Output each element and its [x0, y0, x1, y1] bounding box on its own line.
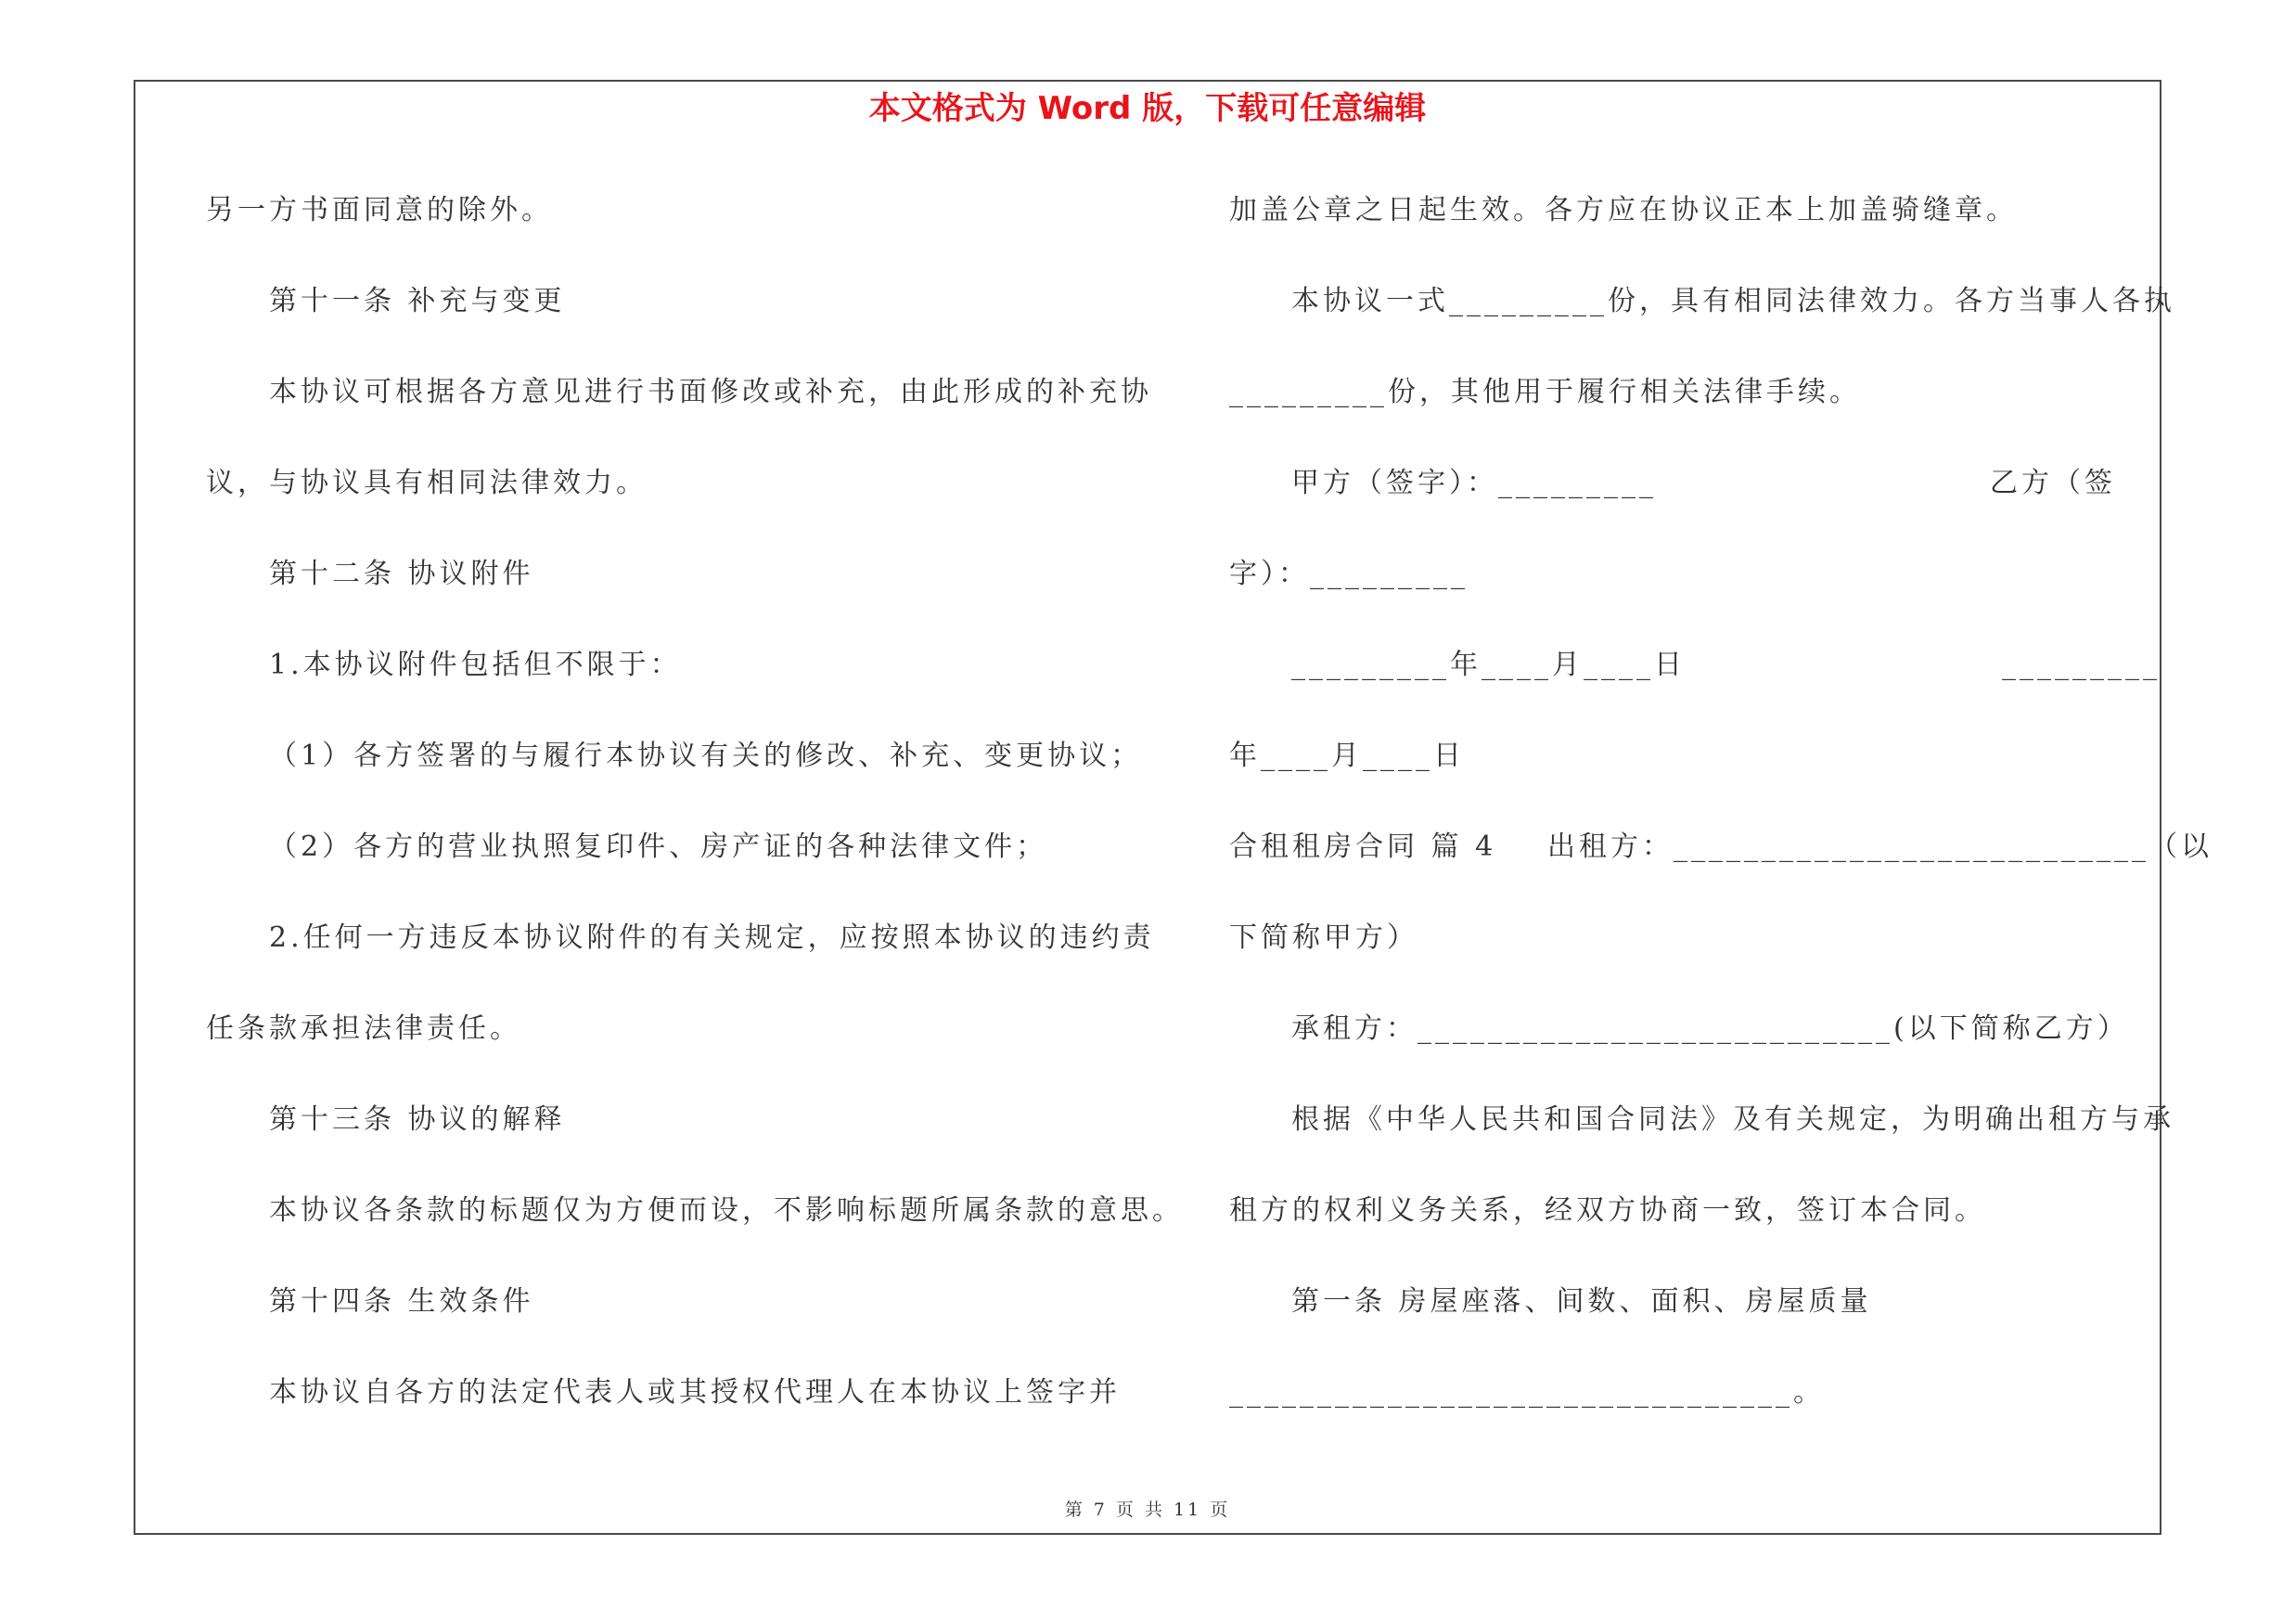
date-party-a: _________年____月____日	[1291, 649, 1686, 681]
right-line: ________________________________。	[1229, 1376, 1825, 1409]
lessee-line: 承租方：___________________________(以下简称乙方）	[1291, 1012, 2129, 1045]
left-line: 第十二条 协议附件	[269, 558, 534, 590]
left-line: 第十三条 协议的解释	[269, 1103, 566, 1136]
left-line: 本协议可根据各方意见进行书面修改或补充，由此形成的补充协	[269, 376, 1152, 408]
left-line: 另一方书面同意的除外。	[206, 194, 553, 226]
signature-party-a: 甲方（签字）：_________	[1291, 467, 1657, 499]
right-line: 下简称甲方）	[1229, 921, 1418, 954]
right-line: 租方的权利义务关系，经双方协商一致，签订本合同。	[1229, 1194, 1986, 1227]
left-line: 本协议各条款的标题仅为方便而设，不影响标题所属条款的意思。	[269, 1194, 1184, 1227]
left-line: 1.本协议附件包括但不限于：	[269, 649, 682, 681]
date-party-b: 年____月____日	[1229, 740, 1465, 772]
left-line: 本协议自各方的法定代表人或其授权代理人在本协议上签字并	[269, 1376, 1121, 1409]
word-format-banner: 本文格式为 Word 版，下载可任意编辑	[868, 90, 1427, 127]
page-number-footer	[134, 1496, 2161, 1521]
left-line: 第十一条 补充与变更	[269, 285, 566, 317]
signature-party-b: 乙方（签	[1990, 467, 2116, 499]
right-line: 字）：_________	[1229, 558, 1469, 590]
right-line: 根据《中华人民共和国合同法》及有关规定，为明确出租方与承	[1291, 1103, 2174, 1136]
current-page: 7	[1093, 1500, 1108, 1520]
right-line: _________份，其他用于履行相关法律手续。	[1229, 376, 1861, 408]
lessor-line: 出租方：___________________________（以	[1547, 831, 2213, 863]
left-line: （2）各方的营业执照复印件、房产证的各种法律文件；	[269, 831, 1048, 863]
date-party-b-blank: _________	[2002, 649, 2161, 681]
footer-middle: 页 共	[1115, 1500, 1165, 1520]
left-line: （1）各方签署的与履行本协议有关的修改、补充、变更协议；	[269, 740, 1143, 772]
contract-title: 合租租房合同 篇 4	[1229, 831, 1497, 863]
right-line: 加盖公章之日起生效。各方应在协议正本上加盖骑缝章。	[1229, 194, 2018, 226]
left-line: 2.任何一方违反本协议附件的有关规定，应按照本协议的违约责	[269, 921, 1155, 954]
total-pages: 11	[1174, 1500, 1202, 1520]
footer-prefix: 第	[1064, 1500, 1085, 1520]
left-line: 议，与协议具有相同法律效力。	[206, 467, 648, 499]
right-line: 本协议一式_________份，具有相同法律效力。各方当事人各执	[1291, 285, 2175, 317]
article-heading: 第一条 房屋座落、间数、面积、房屋质量	[1291, 1285, 1872, 1318]
footer-suffix: 页	[1210, 1500, 1231, 1520]
left-line: 第十四条 生效条件	[269, 1285, 534, 1318]
left-line: 任条款承担法律责任。	[206, 1012, 521, 1045]
